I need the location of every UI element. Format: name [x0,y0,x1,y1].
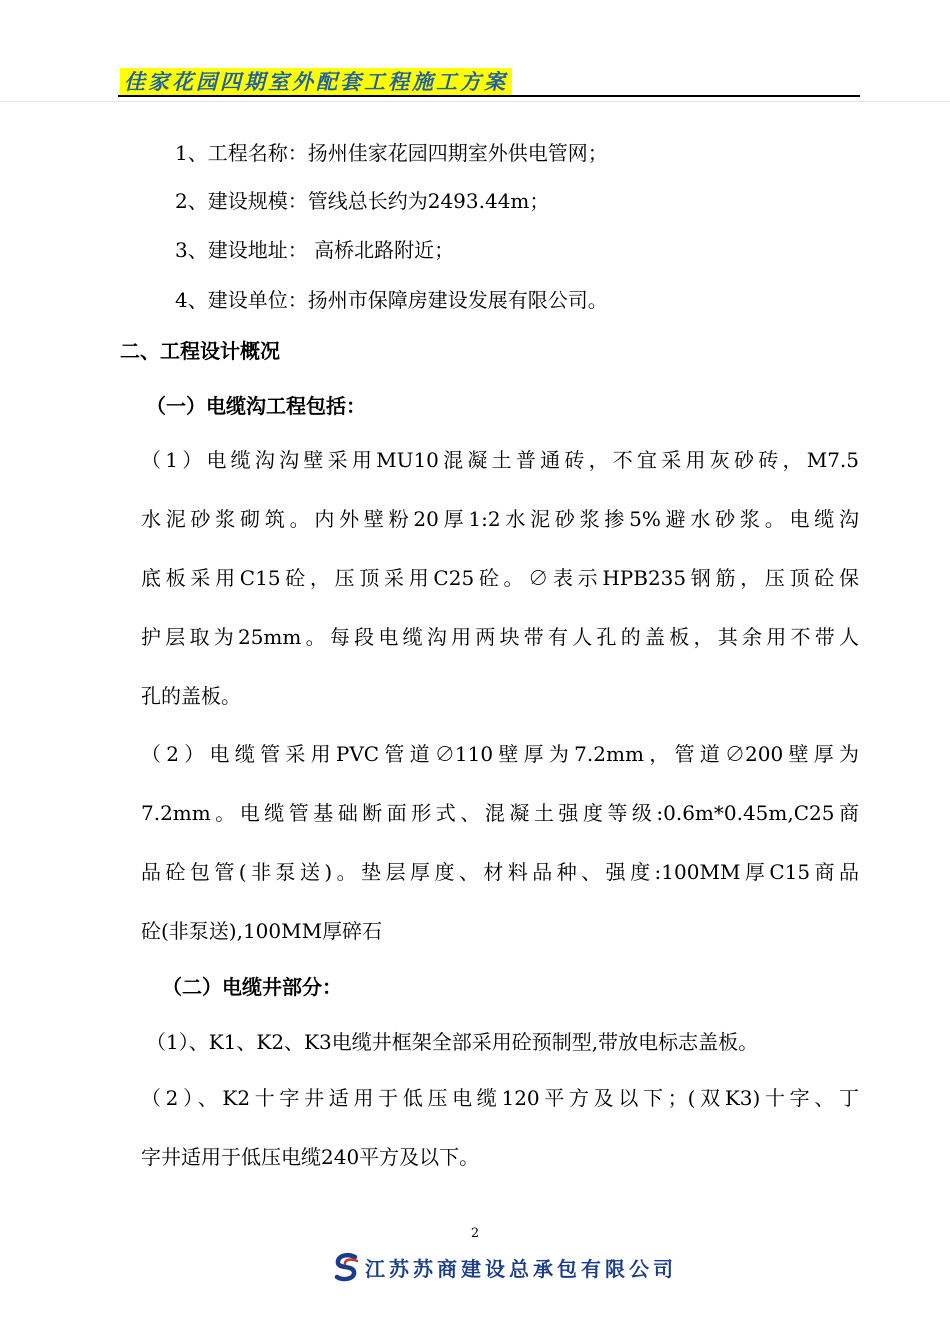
page-number: 2 [470,1226,480,1241]
header-divider [0,101,950,102]
paragraph-line: 水泥砂浆砌筑。内外壁粉20厚1:2水泥砂浆掺5%避水砂浆。电缆沟 [141,507,859,531]
item-builder: 4、建设单位：扬州市保障房建设发展有限公司。 [175,288,608,312]
paragraph-line: 砼(非泵送),100MM厚碎石 [141,919,383,943]
paragraph-line: 品砼包管(非泵送)。垫层厚度、材料品种、强度:100MM厚C15商品 [141,860,859,884]
paragraph-line: 护层取为25mm。每段电缆沟用两块带有人孔的盖板，其余用不带人 [141,625,859,649]
company-name: 江苏苏商建设总承包有限公司 [365,1256,677,1281]
paragraph-trench-2 [141,739,859,975]
header-rule [118,95,860,97]
paragraph-line: 7.2mm。电缆管基础断面形式、混凝土强度等级:0.6m*0.45m,C25商 [141,801,859,825]
paragraph-well-2 [141,1083,859,1201]
footer [333,1250,677,1284]
paragraph-line: （1）电缆沟沟壁采用MU10混凝土普通砖，不宜采用灰砂砖，M7.5 [141,448,859,472]
paragraph-line: 孔的盖板。 [141,684,241,708]
paragraph-line: （2）、K2十字井适用于低压电缆120平方及以下；(双K3)十字、丁 [141,1086,859,1110]
paragraph-line: 底板采用C15砼，压顶采用C25砼。∅表示HPB235钢筋，压顶砼保 [141,566,859,590]
item-scale: 2、建设规模：管线总长约为2493.44m； [175,189,550,213]
item-project-name: 1、工程名称：扬州佳家花园四期室外供电管网； [175,141,608,165]
paragraph-line: 字井适用于低压电缆240平方及以下。 [141,1145,480,1169]
subsection-heading-well: （二）电缆井部分： [162,975,342,999]
subsection-heading-trench: （一）电缆沟工程包括： [146,394,366,418]
item-address: 3、建设地址： 高桥北路附近； [175,238,455,262]
paragraph-well-1: （1）、K1、K2、K3电缆井框架全部采用砼预制型,带放电标志盖板。 [146,1030,759,1054]
header-title: 佳家花园四期室外配套工程施工方案 [120,68,512,96]
paragraph-trench-1 [141,445,859,740]
section-heading: 二、工程设计概况 [120,339,280,363]
paragraph-line: （2）电缆管采用PVC管道∅110壁厚为7.2mm，管道∅200壁厚为 [141,742,859,766]
company-logo-icon [333,1252,361,1282]
